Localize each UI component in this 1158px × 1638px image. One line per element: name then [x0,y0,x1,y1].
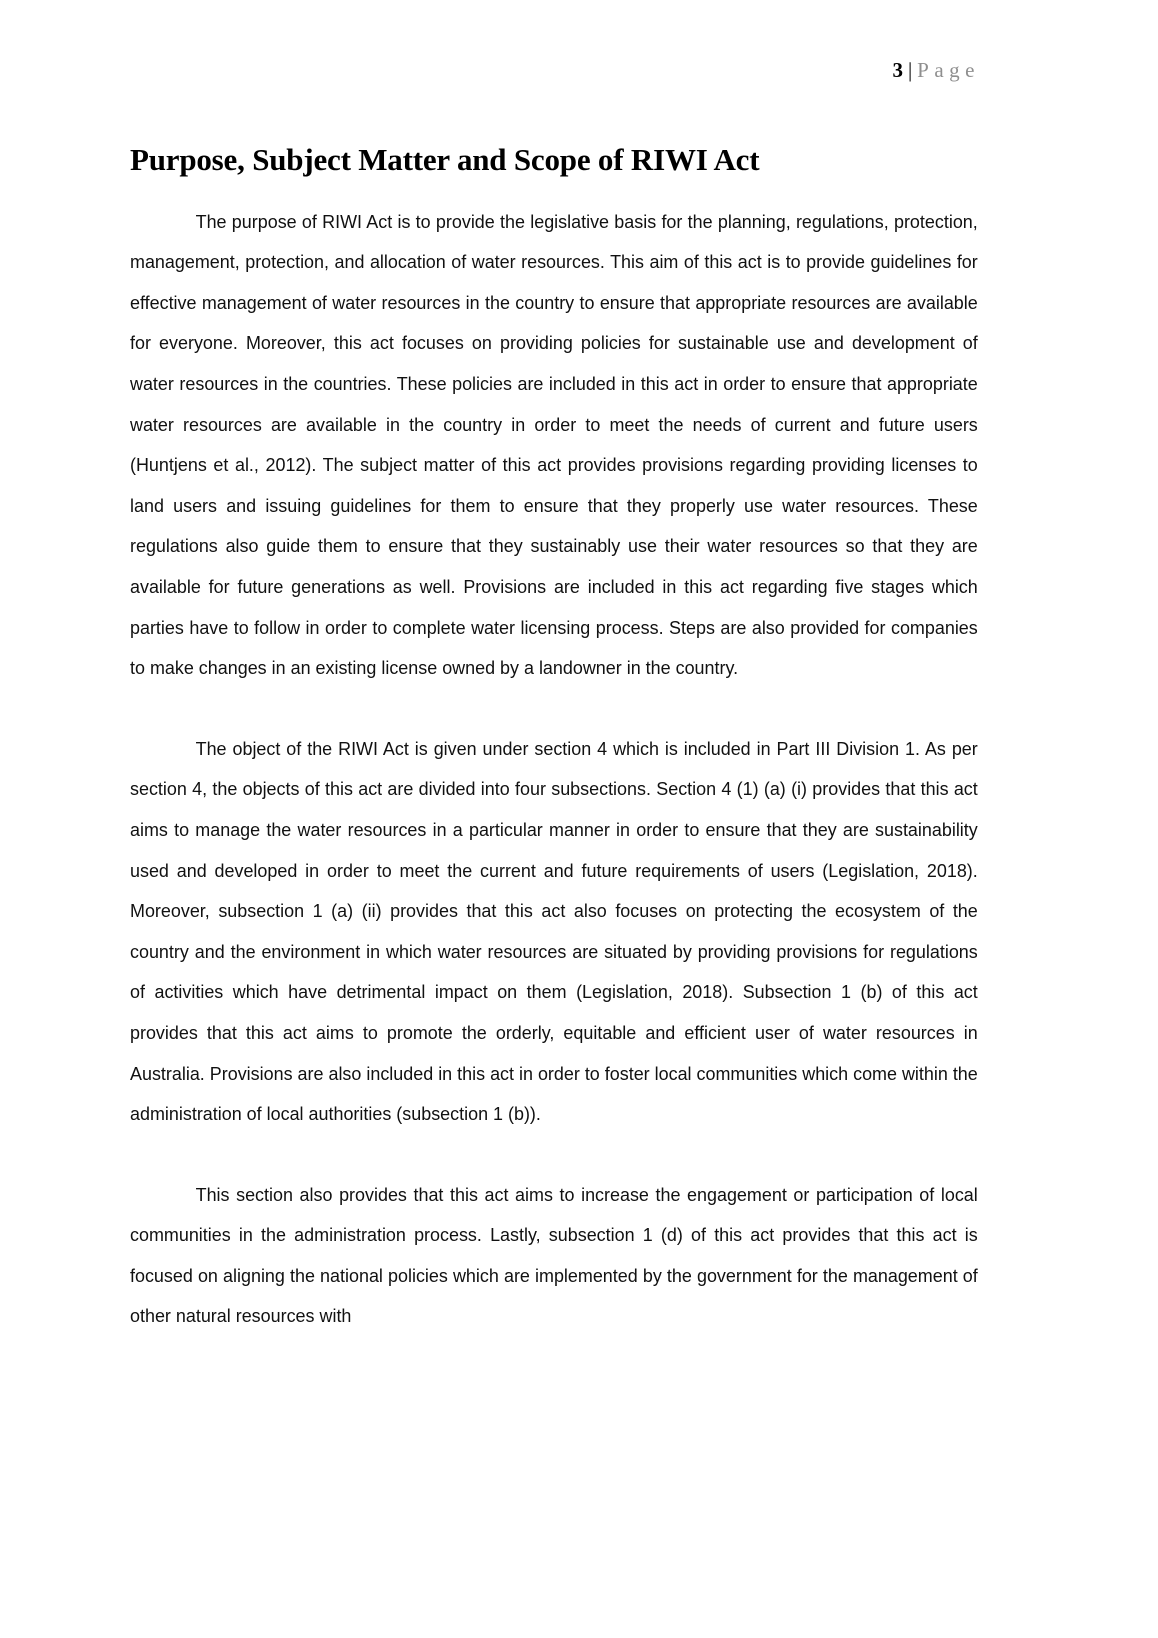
page-header-separator: | [907,58,913,82]
page-header [128,58,980,92]
body-paragraph: The object of the RIWI Act is given under section 4 which is included in Part III Division 1. As per section 4, the objects of this act are divided into four subsections. Section 4 (1) (a) (i) provides that this act aims to manage the water resources in a particular manner in order to ensure that they are sustainability used and developed in order to meet the current and future requirements of users (Legislation, 2018). Moreover, subsection 1 (a) (ii) provides that this act also focuses on protecting the ecosystem of the country and the environment in which water resources are situated by providing provisions for regulations of activities which have detrimental impact on them (Legislation, 2018). Subsection 1 (b) of this act provides that this act aims to promote the orderly, equitable and efficient user of water resources in Australia. Provisions are also included in this act in order to foster local communities which come within the administration of local authorities (subsection 1 (b)). [130,737,978,1125]
body-paragraph: The purpose of RIWI Act is to provide the legislative basis for the planning, regulations, protection, management, protection, and allocation of water resources. This aim of this act is to provide guidelines for effective management of water resources in the country to ensure that appropriate resources are available for everyone. Moreover, this act focuses on providing policies for sustainable use and development of water resources in the countries. These policies are included in this act in order to ensure that appropriate water resources are available in the country in order to meet the needs of current and future users (Huntjens et al., 2012). The subject matter of this act provides provisions regarding providing licenses to land users and issuing guidelines for them to ensure that they properly use water resources. These regulations also guide them to ensure that they sustainably use their water resources so that they are available for future generations as well. Provisions are included in this act regarding five stages which parties have to follow in order to complete water licensing process. Steps are also provided for companies to make changes in an existing license owned by a landowner in the country. [130,210,978,679]
page-label: Page [917,58,980,82]
section-heading: Purpose, Subject Matter and Scope of RIWI Act [130,142,760,177]
body-paragraph: This section also provides that this act aims to increase the engagement or participation of local communities in the administration process. Lastly, subsection 1 (d) of this act provides that this act is focused on aligning the national policies which are implemented by the government for the management of other natural resources with [130,1183,978,1327]
page-number: 3 [892,58,903,82]
document-body [130,142,978,1337]
